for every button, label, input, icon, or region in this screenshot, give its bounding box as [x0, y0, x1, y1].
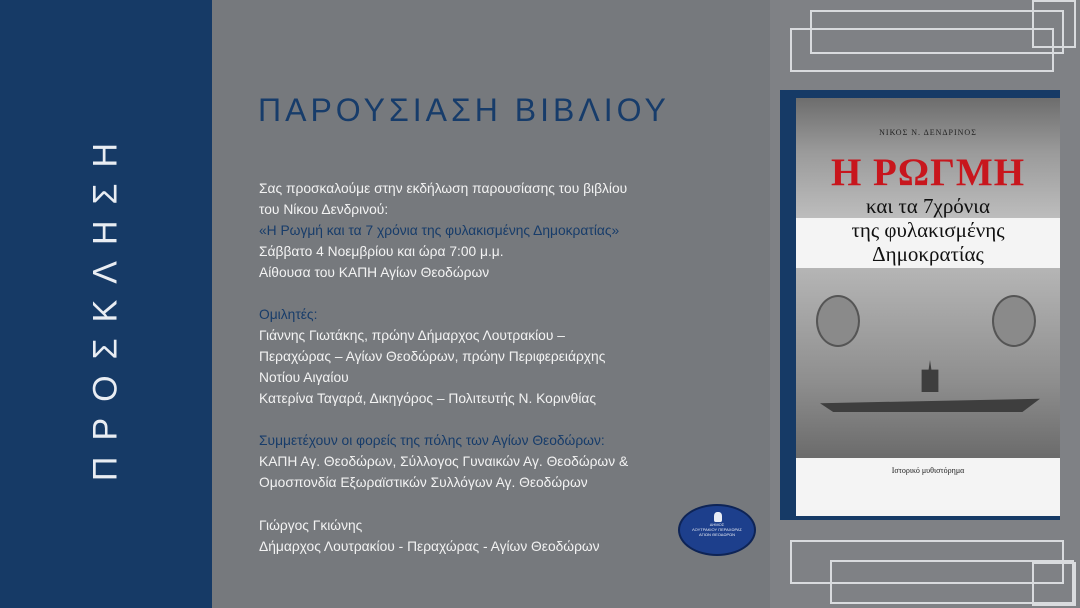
event-date: Σάββατο 4 Νοεμβρίου — [259, 244, 394, 259]
decor-frame — [810, 10, 1064, 54]
signature-name: Γιώργος Γκιώνης — [259, 518, 363, 533]
logo-text-3: ΑΓΙΩΝ ΘΕΟΔΩΡΩΝ — [699, 532, 735, 537]
page-title: ΠΑΡΟΥΣΙΑΣΗ ΒΙΒΛΙΟΥ — [258, 92, 670, 128]
intro-line: Σας προσκαλούμε στην εκδήλωση παρουσίασης του βιβλίου — [259, 181, 628, 196]
speakers-label: Ομιλητές: — [259, 307, 318, 322]
participants-intro-c: των Αγίων Θεοδώρων: — [462, 433, 605, 448]
decor-frame — [1032, 562, 1076, 606]
participants-line-1: ΚΑΠΗ Αγ. Θεοδώρων, Σύλλογος Γυναικών Αγ. Θεοδώρων & — [259, 454, 629, 469]
date-connector: και — [393, 244, 419, 259]
left-band — [0, 0, 212, 608]
speaker-2-name: Κατερίνα Ταγαρά — [259, 391, 363, 406]
spacer — [259, 283, 689, 304]
speaker-1-desc-3: Νοτίου Αιγαίου — [259, 370, 349, 385]
date-line — [259, 241, 689, 262]
participants-intro-a: Συμμετέχουν οι — [259, 433, 357, 448]
book-cover — [796, 98, 1060, 516]
speaker-1-desc-2: Περαχώρας – Αγίων Θεοδώρων, πρώην Περιφερειάρχης — [259, 349, 606, 364]
participants-intro-b: φορείς της πόλης — [356, 433, 463, 448]
cover-subtitle-1: και τα 7χρόνια — [866, 194, 990, 218]
cover-author: ΝΙΚΟΣ Ν. ΔΕΝΔΡΙΝΟΣ — [879, 128, 977, 137]
signature-title: Δήμαρχος Λουτρακίου - Περαχώρας - Αγίων Θεοδώρων — [259, 539, 600, 554]
speaker-1-desc: , πρώην Δήμαρχος Λουτρακίου – — [364, 328, 565, 343]
cover-subtitle-2: της φυλακισμένης — [851, 218, 1005, 242]
municipality-logo — [678, 504, 756, 556]
spacer — [259, 409, 689, 430]
author-line — [259, 199, 689, 220]
participants-intro — [259, 430, 689, 451]
speaker-1-line — [259, 325, 689, 346]
invitation-body — [259, 178, 689, 493]
decor-frame — [1032, 0, 1076, 48]
book-title-line: «Η Ρωγμή και τα 7 χρόνια της φυλακισμένης Δημοκρατίας» — [259, 223, 620, 238]
crown-emblem-icon — [816, 295, 860, 347]
signature — [259, 515, 600, 557]
event-time: ώρα 7:00 μ.μ. — [418, 244, 504, 259]
venue-line: Αίθουσα του ΚΑΠΗ Αγίων Θεοδώρων — [259, 265, 490, 280]
author-name: Νίκου Δενδρινού: — [283, 202, 389, 217]
logo-text-1: ΔΗΜΟΣ — [709, 522, 725, 527]
saint-emblem-icon — [714, 512, 722, 522]
author-prefix: του — [259, 202, 284, 217]
logo-text — [680, 522, 754, 537]
participants-line-2: Ομοσπονδία Εξωραϊστικών Συλλόγων Αγ. Θεοδώρων — [259, 475, 588, 490]
invitation-vertical-title: ΠΡΟΣΚΛΗΣΗ — [86, 126, 125, 482]
cover-subtitle-3: Δημοκρατίας — [872, 242, 984, 266]
cover-genre: Ιστορικό μυθιστόρημα — [891, 466, 965, 475]
speaker-1-name: Γιάννης Γιωτάκης — [259, 328, 365, 343]
soldier-emblem-icon — [992, 295, 1036, 347]
cover-title: Η ΡΩΓΜΗ — [830, 151, 1026, 194]
speaker-2-desc: , Δικηγόρος – Πολιτευτής Ν. Κορινθίας — [362, 391, 597, 406]
logo-text-2: ΛΟΥΤΡΑΚΙΟΥ ΠΕΡΑΧΩΡΑΣ — [692, 527, 742, 532]
cover-subtitle — [796, 194, 1060, 266]
speaker-2-line — [259, 388, 689, 409]
